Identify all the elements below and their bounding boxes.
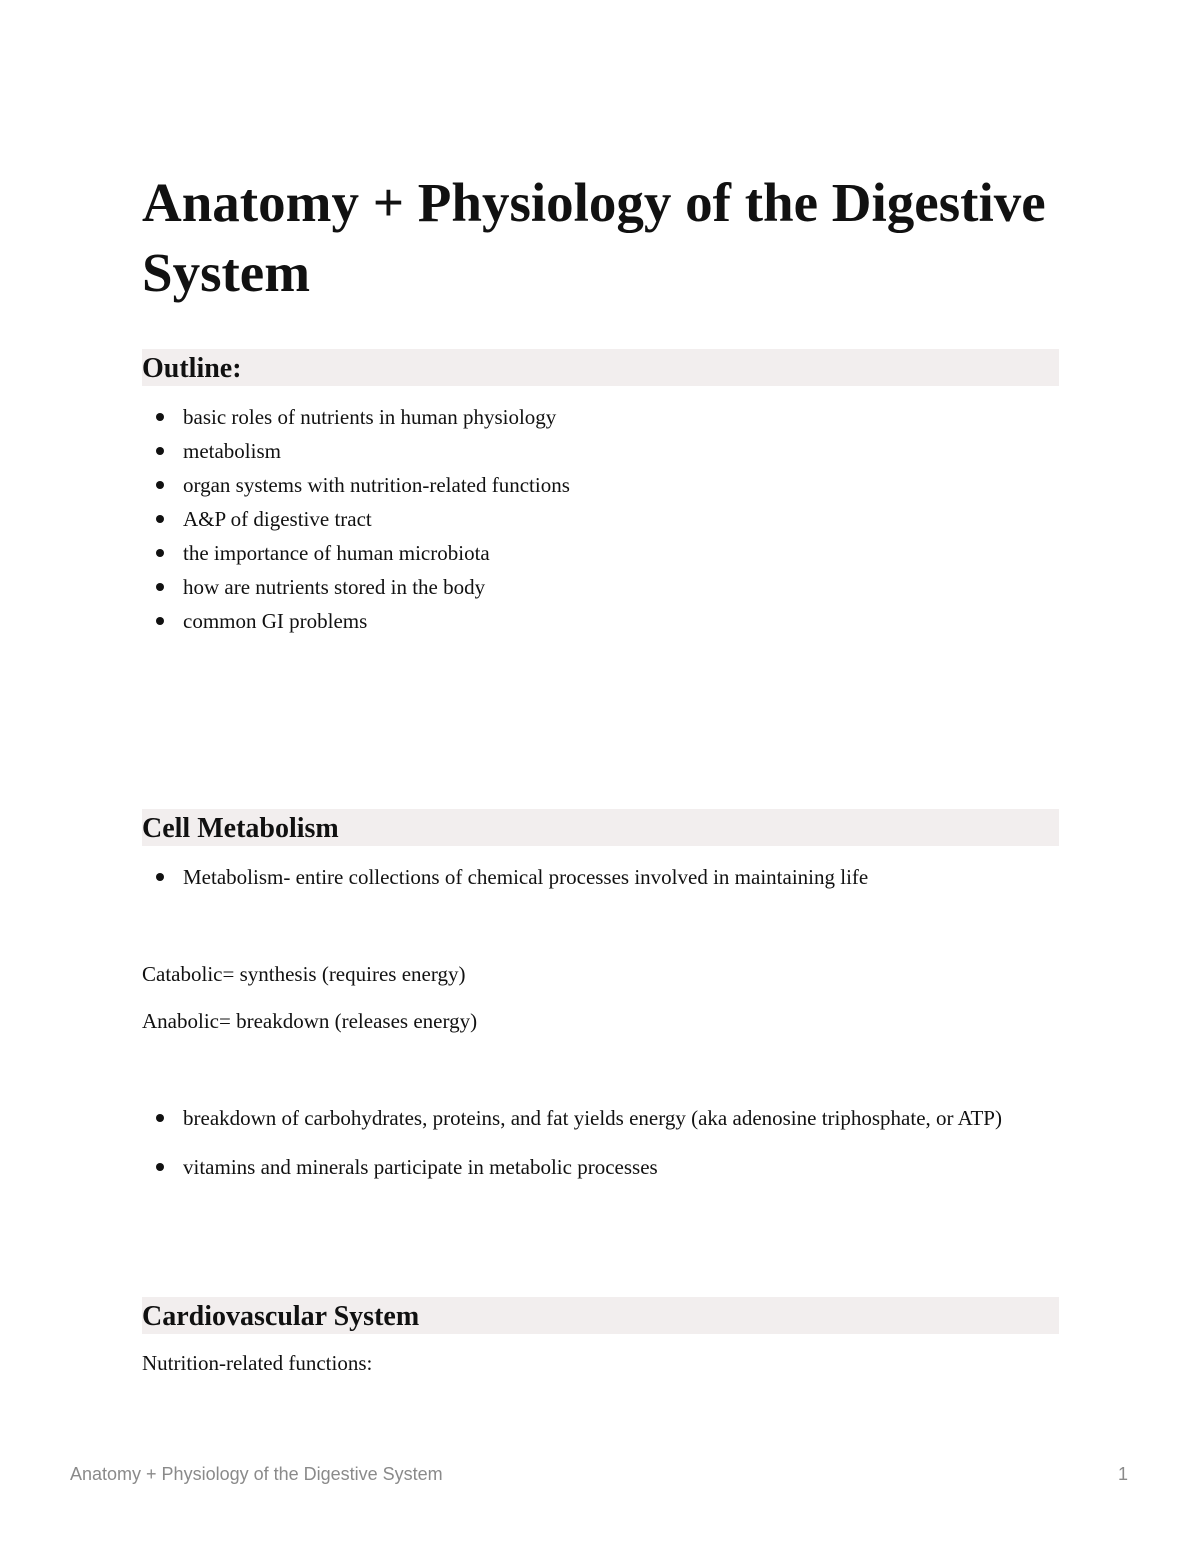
list-item: organ systems with nutrition-related functions bbox=[142, 468, 1059, 502]
list-item: basic roles of nutrients in human physiology bbox=[142, 400, 1059, 434]
footer-title: Anatomy + Physiology of the Digestive System bbox=[70, 1464, 443, 1484]
list-item: Metabolism- entire collections of chemical processes involved in maintaining life bbox=[142, 860, 1059, 894]
outline-heading: Outline: bbox=[142, 349, 1059, 386]
energy-list bbox=[142, 1101, 1059, 1184]
page-number: 1 bbox=[1117, 1464, 1128, 1484]
anabolic-line: Anabolic= breakdown (releases energy) bbox=[142, 1009, 478, 1033]
outline-list bbox=[142, 400, 1059, 638]
list-item: common GI problems bbox=[142, 604, 1059, 638]
list-item: the importance of human microbiota bbox=[142, 536, 1059, 570]
list-item: how are nutrients stored in the body bbox=[142, 570, 1059, 604]
cardiovascular-heading: Cardiovascular System bbox=[142, 1297, 1059, 1334]
nutrition-functions-label: Nutrition-related functions: bbox=[142, 1351, 373, 1375]
list-item: A&P of digestive tract bbox=[142, 502, 1059, 536]
list-item: breakdown of carbohydrates, proteins, and fat yields energy (aka adenosine triphosphate, or ATP) bbox=[142, 1101, 1059, 1135]
cell-metabolism-heading: Cell Metabolism bbox=[142, 809, 1059, 846]
list-item: metabolism bbox=[142, 434, 1059, 468]
metabolism-definition-list bbox=[142, 860, 1059, 894]
page-title: Anatomy + Physiology of the Digestive System bbox=[142, 172, 1046, 303]
catabolic-line: Catabolic= synthesis (requires energy) bbox=[142, 962, 466, 986]
list-item: vitamins and minerals participate in metabolic processes bbox=[142, 1150, 1059, 1184]
